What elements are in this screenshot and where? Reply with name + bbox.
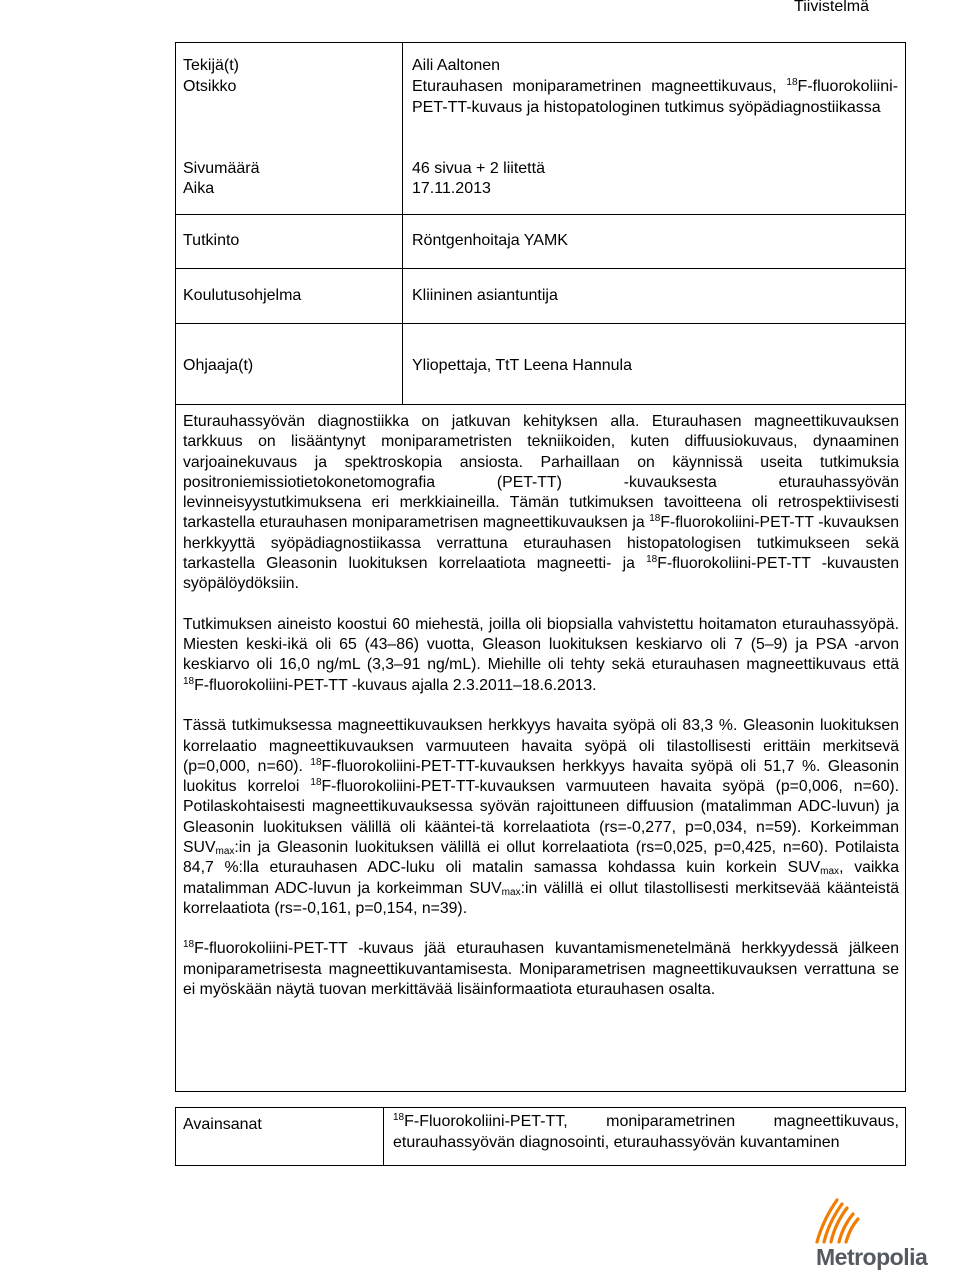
degree-value: Röntgenhoitaja YAMK <box>412 232 568 249</box>
program-value: Kliininen asiantuntija <box>412 287 558 304</box>
abstract-paragraph: $^{18}$F-fluorokoliini-PET-TT -kuvaus jää eturauhasen kuvantamismenetelmänä herkkyydessä jälkeen moniparametrisesta magneettikuvantamisesta. Moniparametrisen magneettikuvauksen verrattuna se ei myöskään näytä tuovan merkittävää lisäinformaatiota eturauhasen osalta. <box>183 939 899 998</box>
title-label: Otsikko <box>183 78 237 95</box>
abstract-paragraph: Tässä tutkimuksessa magneettikuvauksen herkkyys havaita syöpä oli 83,3 %. Gleasonin luokituksen korrelaatio magneettikuvauksen varmuuteen havaita syöpä oli tilastollisesti erittäin merkitsevä (p=0,000, n=60). $^{18}$F-fluorokoliini-PET-TT-kuvauksen herkkyys havaita syöpä oli 51,7 %. Gleasonin luokitus korreloi $^{18}$F-fluorokoliini-PET-TT-kuvauksen varmuuteen havaita syöpä (p=0,006, n=60). Potilaskohtaisesti magneettikuvauksessa syövän rajoittuneen diffuusion (matalimman ADC-luvun) ja Gleasonin luokituksen välillä oli kääntei-tä korrelaatiota (rs=-0,277, p=0,034, n=59). Korkeimman $SUV_{max}:in$ ja Gleasonin luokituksen välillä ei ollut korrelaatiota (rs=0,025, p=0,425, n=60). Potilaista 84,7 %:lla eturauhasen ADC-luku oli matalin samassa kohdassa kuin korkein $SUV_{max}$, vaikka matalimman ADC-luvun ja korkeimman $SUV_{max}:in$ välillä ei ollut tilastollisesti merkitsevää käänteistä korrelaatiota (rs=-0,161, p=0,154, n=39). <box>183 717 900 917</box>
pages-label: Sivumäärä <box>183 160 260 177</box>
logo-text: Metropolia <box>816 1244 928 1270</box>
divider <box>175 323 906 324</box>
author-value: Aili Aaltonen <box>412 57 501 74</box>
divider <box>175 404 906 405</box>
abstract-paragraph: Eturauhassyövän diagnostiikka on jatkuvan kehityksen alla. Eturauhasen magneettikuvauksen tarkkuus on lisääntynyt moniparametristen tekniikoiden, kuten diffuusiokuvaus, dynaaminen varjoainekuvaus ja spektroskopia ansiosta. Parhaillaan on käynnissä useita tutkimuksia positroniemissiotietokonetomografia (PET-TT) -kuvauksesta eturauhassyövän levinneisyystutkimuksena eri merkkiaineilla. Tämän tutkimuksen tavoitteena oli retrospektiivisesti tarkastella eturauhasen moniparametrisen magneettikuvauksen ja $^{18}$F-fluorokoliini-PET-TT -kuvauksen herkkyyttä syöpädiagnostiikassa verrattuna eturauhasen histopatologisen tutkimukseen sekä tarkastella Gleasonin luokituksen korrelaatiota magneetti- ja $^{18}$F-fluorokoliini-PET-TT -kuvausten syöpälöydöksiin. <box>183 413 900 593</box>
abstract-paragraph: Tutkimuksen aineisto koostui 60 miehestä, joilla oli biopsialla vahvistettu hoitamaton eturauhassyöpä. Miesten keski-ikä oli 65 (43–86) vuotta, Gleason luokituksen keskiarvo oli 7 (5–9) ja PSA -arvon keskiarvo oli 16,0 ng/mL (3,3–91 ng/mL). Miehille oli tehty sekä eturauhasen magneettikuvaus että $^{18}$F-fluorokoliini-PET-TT -kuvaus ajalla 2.3.2011–18.6.2013. <box>183 615 899 694</box>
divider <box>175 214 906 215</box>
supervisor-label: Ohjaaja(t) <box>183 357 254 374</box>
date-label: Aika <box>183 180 215 197</box>
column-divider <box>402 42 403 404</box>
thesis-title: Eturauhasen moniparametrinen magneettikuvaus, $^{18}$F-fluorokoliini-PET-TT-kuvaus ja histopatologinen tutkimus syöpädiagnostiikassa <box>412 77 899 116</box>
author-label: Tekijä(t) <box>183 57 240 74</box>
date-value: 17.11.2013 <box>412 180 491 197</box>
degree-label: Tutkinto <box>183 232 240 249</box>
column-divider <box>383 1107 384 1166</box>
abstract-body <box>183 412 899 1020</box>
supervisor-value: Yliopettaja, TtT Leena Hannula <box>412 357 633 374</box>
keywords-label: Avainsanat <box>183 1116 262 1133</box>
divider <box>175 268 906 269</box>
pages-value: 46 sivua + 2 liitettä <box>412 160 545 177</box>
program-label: Koulutusohjelma <box>183 287 302 304</box>
keywords-value: $^{18}$F-Fluorokoliini-PET-TT, moniparametrinen magneettikuvaus, eturauhassyövän diagnosointi, eturauhassyövän kuvantaminen <box>393 1112 899 1151</box>
page-title: Tiivistelmä <box>794 0 869 15</box>
